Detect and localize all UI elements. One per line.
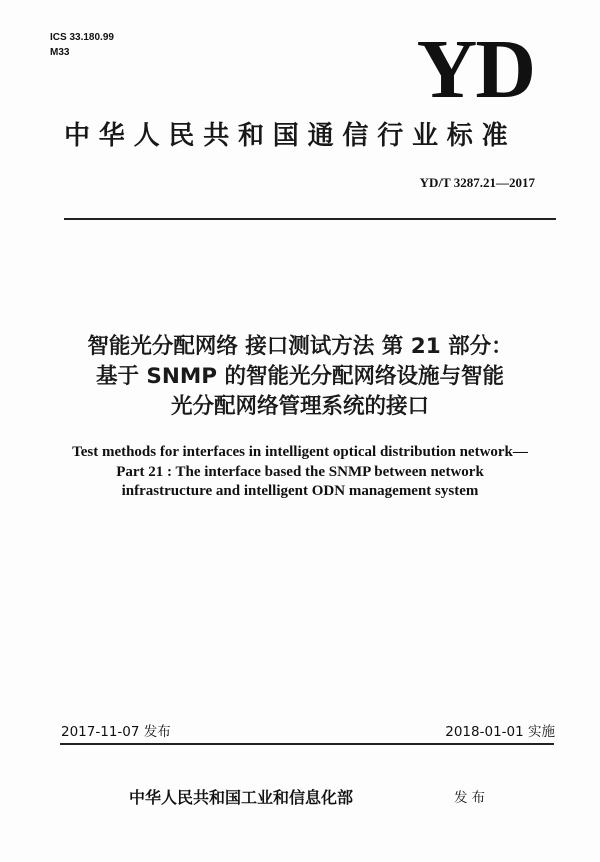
implementation-date: 2018-01-01 实施 [445, 724, 555, 740]
english-title-line-3: infrastructure and intelligent ODN management system [121, 483, 479, 499]
standard-number: YD/T 3287.21—2017 [419, 175, 535, 190]
chinese-title-line-3: 光分配网络管理系统的接口 [170, 394, 429, 419]
publish-label: 发布 [454, 790, 489, 806]
publisher-name: 中华人民共和国工业和信息化部 [129, 788, 354, 807]
chinese-title-line-2: 基于 SNMP 的智能光分配网络设施与智能 [95, 364, 505, 389]
chinese-title [40, 332, 560, 422]
category-code: M33 [50, 47, 70, 58]
ics-code: ICS 33.180.99 [50, 32, 114, 43]
top-divider [64, 218, 556, 220]
classification-codes [50, 30, 114, 60]
release-date: 2017-11-07 发布 [61, 724, 171, 740]
english-title-line-1: Test methods for interfaces in intelligent optical distribution network— [72, 444, 528, 460]
english-title [30, 443, 570, 502]
yd-logo: YD [416, 23, 534, 116]
english-title-line-2: Part 21 : The interface based the SNMP between network [116, 463, 484, 480]
chinese-title-line-1: 智能光分配网络 接口测试方法 第 21 部分： [87, 334, 513, 359]
bottom-divider [60, 743, 554, 745]
ministry-standard-title: 中华人民共和国通信行业标准 [64, 121, 517, 151]
